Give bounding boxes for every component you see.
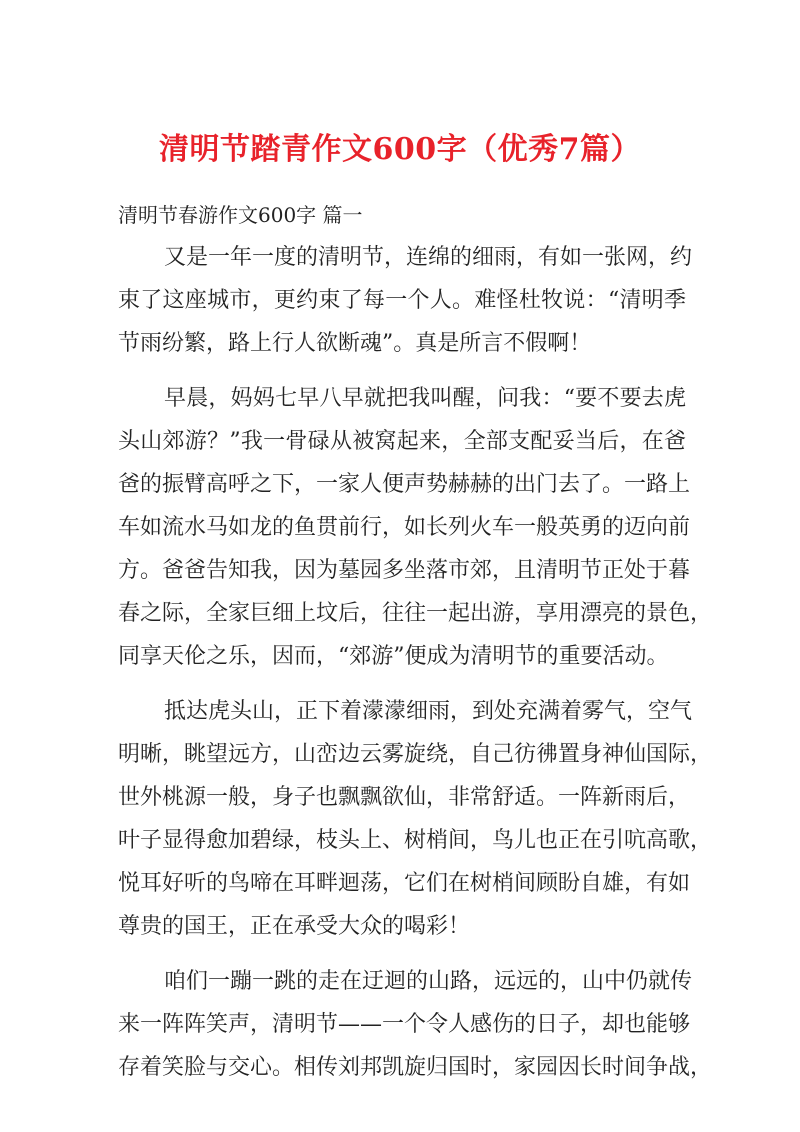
section-heading: 清明节春游作文600字 篇一	[118, 203, 363, 227]
paragraph-3	[118, 690, 713, 948]
paragraph-1	[118, 236, 693, 365]
text-line: 头山郊游？”我一骨碌从被窝起来，全部支配妥当后，在爸	[118, 429, 686, 454]
text-line: 车如流水马如龙的鱼贯前行，如长列火车一般英勇的迈向前	[118, 515, 691, 540]
article-body	[118, 236, 713, 1101]
text-line: 明晰，眺望远方，山峦边云雾旋绕，自己彷彿置身神仙国际，	[118, 742, 713, 767]
text-line: 束了这座城市，更约束了每一个人。难怪杜牧说：“清明季	[118, 288, 686, 313]
text-line: 抵达虎头山，正下着濛濛细雨，到处充满着雾气，空气	[164, 699, 693, 724]
text-line: 悦耳好听的鸟啼在耳畔迴荡，它们在树梢间顾盼自雄，有如	[118, 871, 691, 896]
text-line: 又是一年一度的清明节，连绵的细雨，有如一张网，约	[164, 245, 693, 270]
text-line: 节雨纷繁，路上行人欲断魂”。真是所言不假啊！	[118, 331, 592, 356]
text-line: 早晨，妈妈七早八早就把我叫醒，问我：“要不要去虎	[164, 386, 686, 411]
text-line: 来一阵阵笑声，清明节——一个令人感伤的日子，却也能够	[118, 1012, 691, 1037]
text-line: 爸的振臂高呼之下，一家人便声势赫赫的出门去了。一路上	[118, 472, 691, 497]
document-title: 清明节踏青作文600字（优秀7篇）	[159, 132, 641, 167]
paragraph-2	[118, 377, 713, 678]
text-line: 尊贵的国王，正在承受大众的喝彩！	[118, 914, 471, 939]
text-line: 春之际，全家巨细上坟后，往往一起出游，享用漂亮的景色，	[118, 601, 713, 626]
text-line: 叶子显得愈加碧绿，枝头上、树梢间，鸟儿也正在引吭高歌，	[118, 828, 713, 853]
paragraph-4	[118, 960, 713, 1089]
text-line: 同享天伦之乐，因而，“郊游”便成为清明节的重要活动。	[118, 644, 669, 669]
text-line: 世外桃源一般，身子也飘飘欲仙，非常舒适。一阵新雨后，	[118, 785, 691, 810]
text-line: 咱们一蹦一跳的走在迂迴的山路，远远的，山中仍就传	[164, 969, 693, 994]
text-line: 存着笑脸与交心。相传刘邦凯旋归国时，家园因长时间争战，	[118, 1055, 713, 1080]
text-line: 方。爸爸告知我，因为墓园多坐落市郊，且清明节正处于暮	[118, 558, 691, 583]
